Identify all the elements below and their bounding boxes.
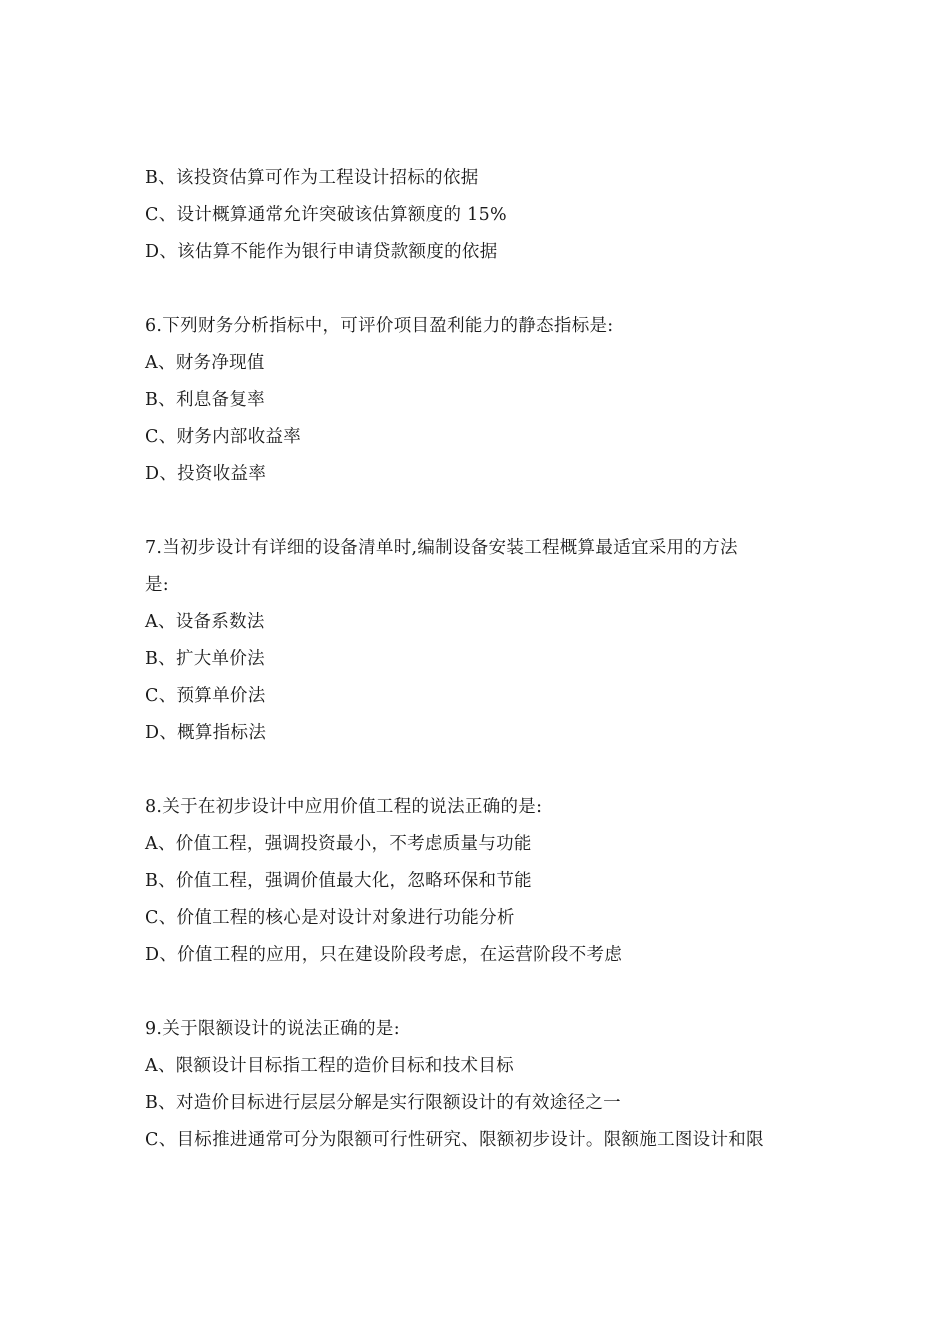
option-a: A、财务净现值: [145, 353, 265, 373]
option-b: B、对造价目标进行层层分解是实行限额设计的有效途径之一: [145, 1093, 621, 1113]
document-page: [145, 160, 825, 1159]
option-a: A、限额设计目标指工程的造价目标和技术目标: [145, 1056, 514, 1076]
option-d: D、该估算不能作为银行申请贷款额度的依据: [145, 242, 498, 262]
question-8: [145, 789, 825, 974]
question-stem: 7.当初步设计有详细的设备清单时,编制设备安装工程概算最适宜采用的方法: [145, 538, 738, 558]
question-6: [145, 308, 825, 493]
question-stem: 9.关于限额设计的说法正确的是:: [145, 1019, 400, 1039]
option-b: B、利息备复率: [145, 390, 265, 410]
option-b: B、该投资估算可作为工程设计招标的依据: [145, 168, 479, 188]
continued-options: [145, 160, 825, 271]
option-d: D、概算指标法: [145, 723, 267, 743]
option-c: C、设计概算通常允许突破该估算额度的 15%: [145, 205, 507, 225]
option-b: B、价值工程，强调价值最大化，忽略环保和节能: [145, 871, 532, 891]
question-stem: 6.下列财务分析指标中，可评价项目盈利能力的静态指标是:: [145, 316, 614, 336]
option-c: C、预算单价法: [145, 686, 266, 706]
option-b: B、扩大单价法: [145, 649, 265, 669]
option-a: A、设备系数法: [145, 612, 265, 632]
option-c: C、目标推进通常可分为限额可行性研究、限额初步设计。限额施工图设计和限: [145, 1130, 764, 1150]
option-d: D、投资收益率: [145, 464, 267, 484]
question-9: [145, 1011, 825, 1159]
option-c: C、价值工程的核心是对设计对象进行功能分析: [145, 908, 515, 928]
question-stem: 8.关于在初步设计中应用价值工程的说法正确的是:: [145, 797, 543, 817]
question-7: [145, 530, 825, 752]
question-stem-continued: 是:: [145, 575, 169, 595]
option-d: D、价值工程的应用，只在建设阶段考虑，在运营阶段不考虑: [145, 945, 623, 965]
option-a: A、价值工程，强调投资最小，不考虑质量与功能: [145, 834, 532, 854]
option-c: C、财务内部收益率: [145, 427, 302, 447]
